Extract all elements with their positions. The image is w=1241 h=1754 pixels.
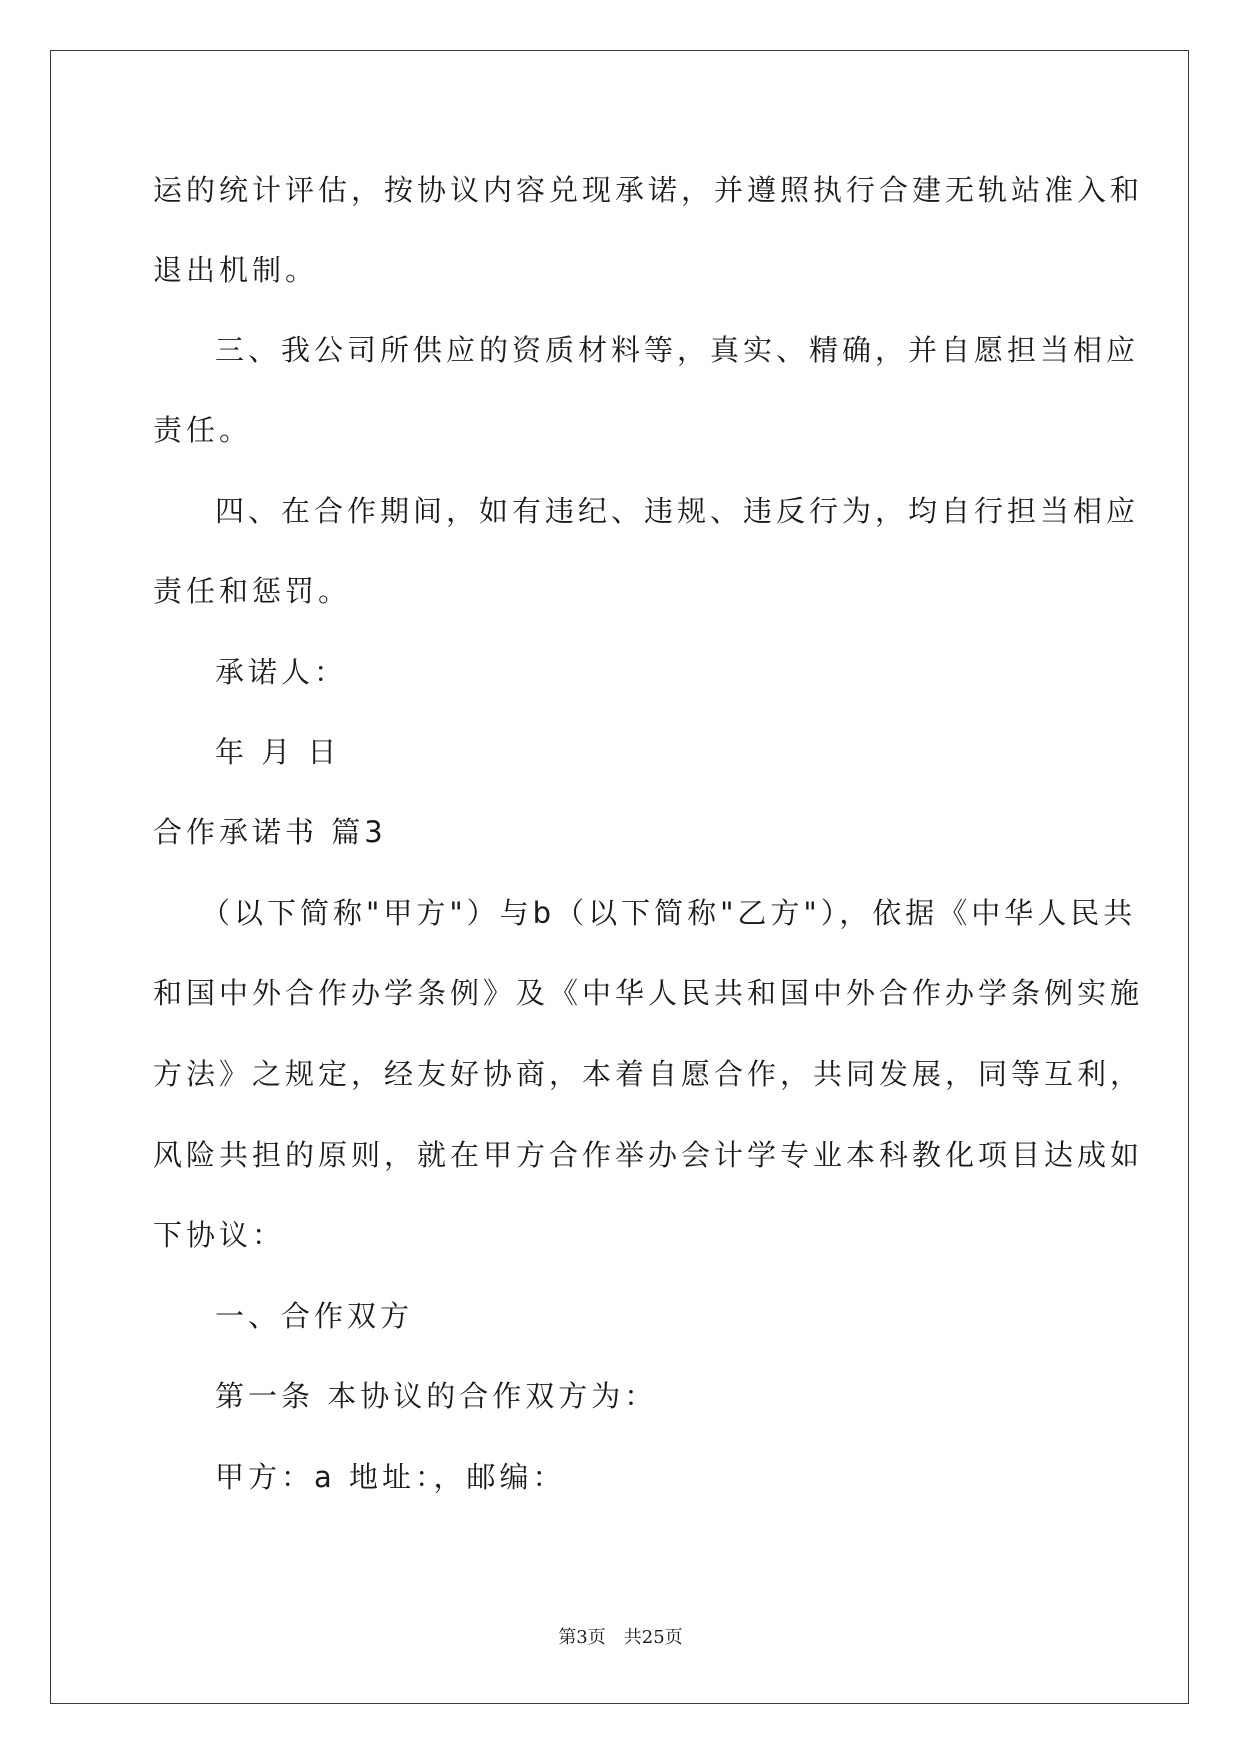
page-number: 第3页 [558,1627,606,1648]
text-line: 三、我公司所供应的资质材料等，真实、精确，并自愿担当相应 [215,333,1140,367]
text-line: 风险共担的原则，就在甲方合作举办会计学专业本科教化项目达成如 [153,1138,1144,1172]
text-line: 方法》之规定，经友好协商，本着自愿合作，共同发展，同等互利， [153,1057,1144,1091]
text-line: 四、在合作期间，如有违纪、违规、违反行为，均自行担当相应 [215,494,1140,528]
page-border [50,50,1189,1704]
text-line: （以下简称"甲方"）与b（以下简称"乙方"），依据《中华人民共 [201,896,1137,930]
text-line: 责任和惩罚。 [153,574,352,608]
text-line: 甲方：a 地址：，邮编： [215,1460,566,1494]
total-pages: 共25页 [623,1627,683,1648]
page-footer [0,1626,1241,1650]
text-line: 退出机制。 [153,253,319,287]
text-line: 运的统计评估，按协议内容兑现承诺，并遵照执行合建无轨站准入和 [153,173,1144,207]
text-line: 和国中外合作办学条例》及《中华人民共和国中外合作办学条例实施 [153,976,1144,1010]
signatory-label: 承诺人： [215,655,348,689]
text-line: 下协议： [153,1218,286,1252]
text-line: 第一条 本协议的合作双方为： [215,1379,658,1413]
date-line: 年 月 日 [215,735,341,769]
text-line: 责任。 [153,413,253,447]
section-heading: 合作承诺书 篇3 [153,815,387,849]
clause-heading: 一、合作双方 [215,1299,414,1333]
